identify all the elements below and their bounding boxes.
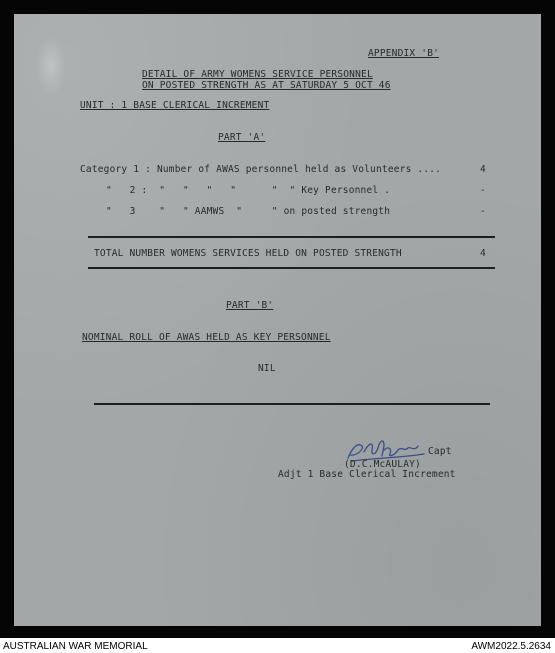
rank-text: Capt [428,446,452,457]
category-3-value: - [480,206,486,217]
category-3-text: " 3 " " AAMWS " " on posted strength [106,206,391,217]
category-1-value: 4 [480,164,486,175]
unit-heading: UNIT : 1 BASE CLERICAL INCREMENT [80,100,270,111]
signatory-title: Adjt 1 Base Clerical Increment [278,469,456,480]
institution-caption: AUSTRALIAN WAR MEMORIAL [3,641,148,652]
part-b-heading: PART 'B' [226,300,274,311]
document-page [14,14,541,626]
paper-smudge [36,36,66,96]
category-1-text: Category 1 : Number of AWAS personnel held as Volunteers .... [80,164,442,175]
total-value: 4 [480,248,486,259]
nil-text: NIL [258,363,276,374]
bottom-rule [94,403,490,405]
category-2-value: - [480,185,486,196]
rule-above-total [88,236,495,238]
title-line-2: ON POSTED STRENGTH AS AT SATURDAY 5 OCT 46 [142,80,391,91]
nominal-roll-heading: NOMINAL ROLL OF AWAS HELD AS KEY PERSONNEL [82,332,331,343]
signatory-name: (D.C.McAULAY) [344,459,421,470]
title-line-1: DETAIL OF ARMY WOMENS SERVICE PERSONNEL [142,69,373,80]
category-2-text: " 2 : " " " " " " Key Personnel . [106,185,391,196]
part-a-heading: PART 'A' [218,132,266,143]
total-text: TOTAL NUMBER WOMENS SERVICES HELD ON POSTED STRENGTH [94,248,402,259]
accession-number: AWM2022.5.2634 [471,641,551,652]
appendix-heading: APPENDIX 'B' [368,48,440,59]
rule-below-total [88,267,495,269]
